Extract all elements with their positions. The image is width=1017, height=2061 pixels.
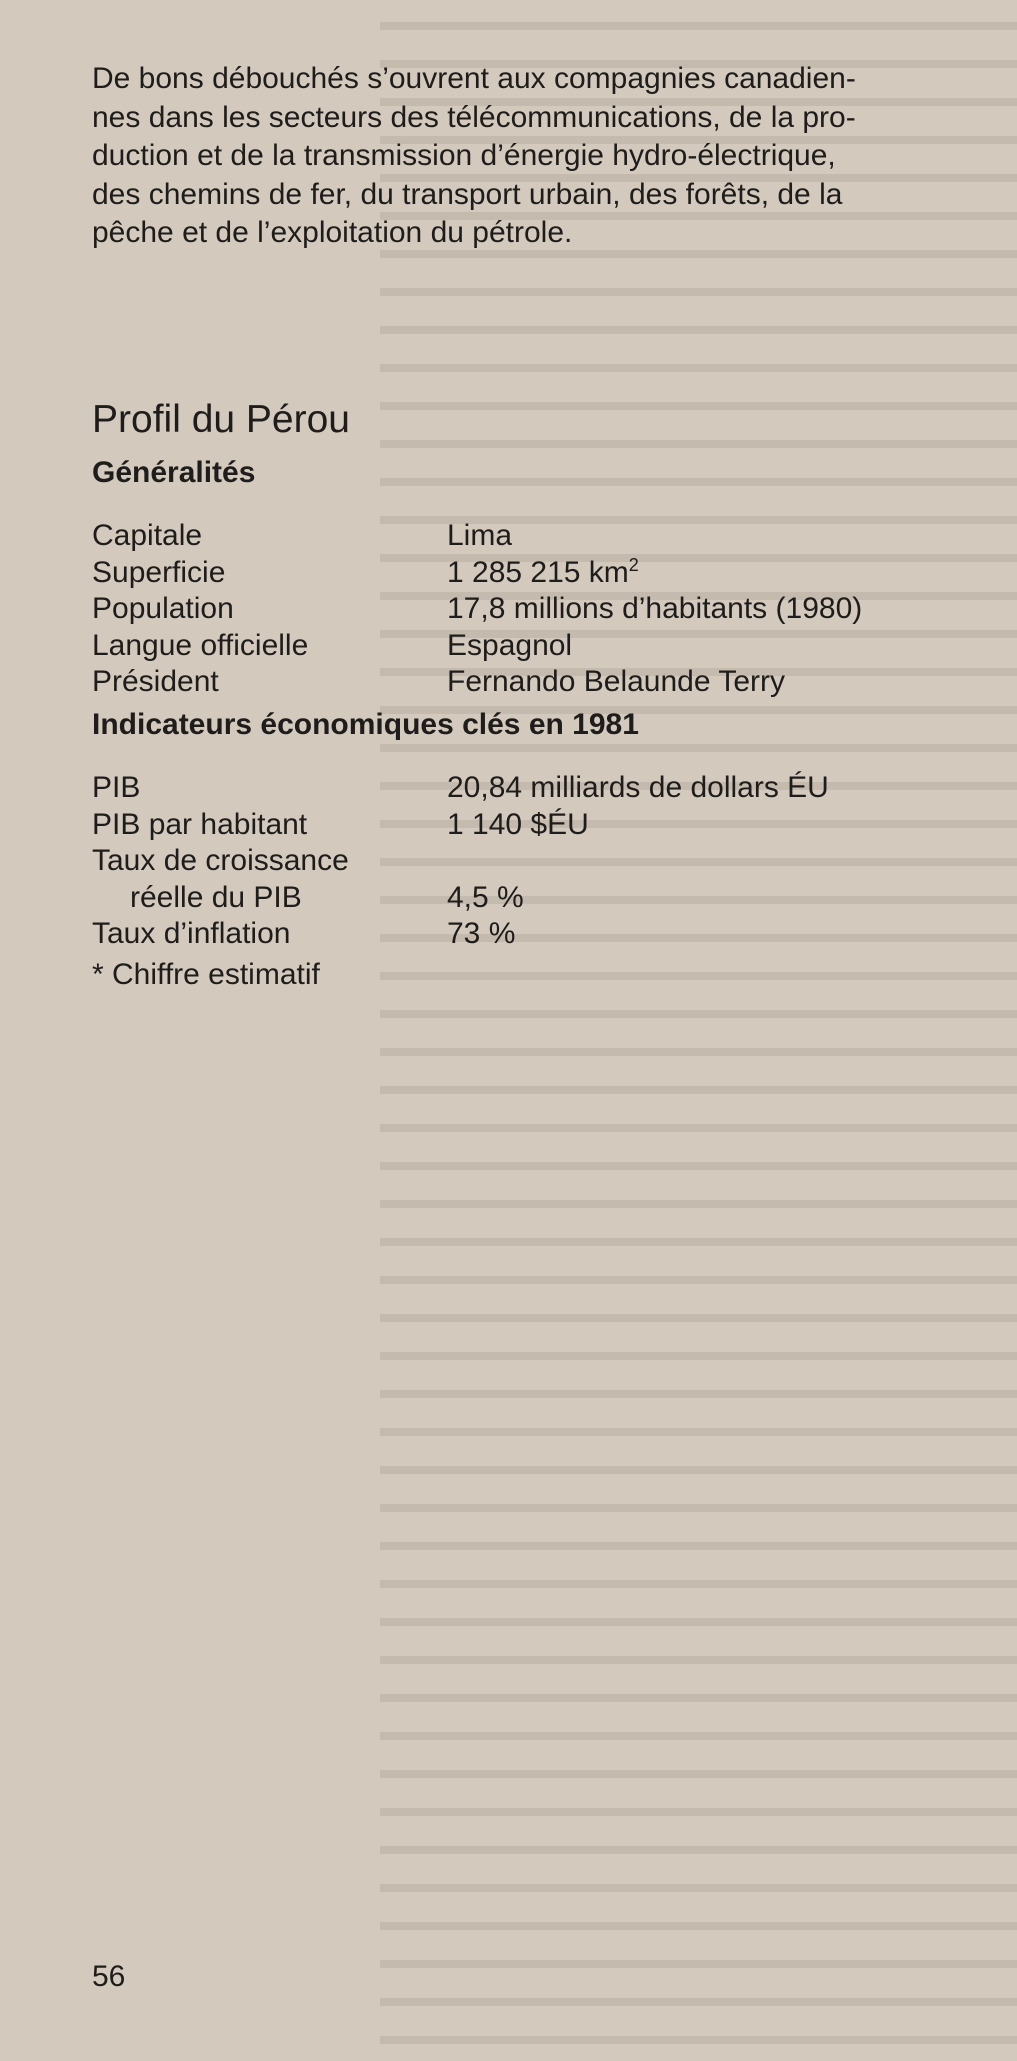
intro-line: pêche et de l’exploitation du pétrole. xyxy=(92,216,573,249)
row-value: Espagnol xyxy=(447,628,573,662)
area-superscript: 2 xyxy=(628,554,639,575)
row-label: Taux d’inflation xyxy=(92,917,291,950)
row-label: PIB par habitant xyxy=(92,807,308,841)
economic-heading: Indicateurs économiques clés en 1981 xyxy=(92,708,639,741)
row-value: Fernando Belaunde Terry xyxy=(447,665,785,698)
row-value: Lima xyxy=(447,519,513,552)
table-row xyxy=(92,664,962,701)
table-row xyxy=(92,628,962,665)
row-value: 17,8 millions d’habitants (1980) xyxy=(447,592,863,625)
page-content xyxy=(92,60,962,991)
footnote: * Chiffre estimatif xyxy=(92,958,320,991)
row-label: Capitale xyxy=(92,519,203,552)
row-label: PIB xyxy=(92,771,141,804)
row-value xyxy=(447,843,962,880)
row-value: 1 140 $ÉU xyxy=(447,807,589,841)
table-row xyxy=(92,518,962,555)
row-label: Président xyxy=(92,665,219,698)
table-row xyxy=(92,843,962,880)
intro-line: duction et de la transmission d’énergie hydro-électrique, xyxy=(92,139,836,172)
intro-line: nes dans les secteurs des télécommunications, de la pro- xyxy=(92,100,856,134)
page-number: 56 xyxy=(92,1960,126,1993)
table-row xyxy=(92,555,962,592)
area-value: 1 285 215 km xyxy=(447,555,629,589)
section-title: Profil du Pérou xyxy=(92,398,350,441)
row-label: Superficie xyxy=(92,555,226,589)
bleed-through-texture xyxy=(380,0,1017,2061)
table-row xyxy=(92,880,962,917)
table-row xyxy=(92,591,962,628)
table-row xyxy=(92,916,962,953)
row-value: 20,84 milliards de dollars ÉU xyxy=(447,771,829,804)
general-table xyxy=(92,518,962,701)
row-label: Langue officielle xyxy=(92,628,309,662)
intro-line: De bons débouchés s’ouvrent aux compagnies canadien- xyxy=(92,62,856,95)
row-label: réelle du PIB xyxy=(130,880,302,914)
table-row xyxy=(92,807,962,844)
row-value xyxy=(447,555,962,592)
general-heading: Généralités xyxy=(92,456,256,489)
row-label: Population xyxy=(92,592,234,625)
economic-table xyxy=(92,770,962,953)
row-value: 4,5 % xyxy=(447,880,524,914)
row-value: 73 % xyxy=(447,917,516,950)
intro-line: des chemins de fer, du transport urbain, des forêts, de la xyxy=(92,177,843,211)
row-label: Taux de croissance xyxy=(92,844,349,877)
table-row xyxy=(92,770,962,807)
intro-paragraph xyxy=(92,60,962,253)
